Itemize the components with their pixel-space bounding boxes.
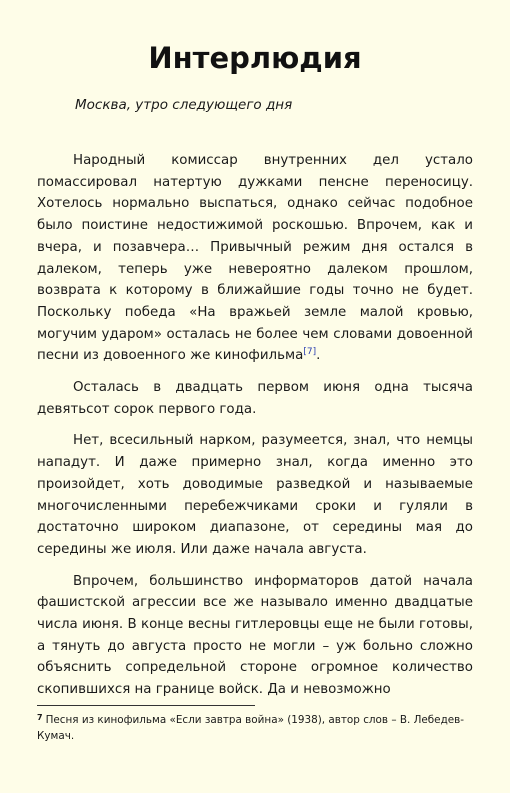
chapter-title: Интерлюдия <box>148 41 362 75</box>
footnote-divider <box>37 705 255 706</box>
chapter-epigraph: Москва, утро следующего дня <box>75 97 293 113</box>
paragraph-tail: . <box>316 348 321 364</box>
footnote-text: Песня из кинофильма «Если завтра война» (1938), автор слов – В. Лебедев-Кумач. <box>37 714 465 742</box>
footnote-reference-link[interactable]: [7] <box>303 347 317 358</box>
paragraph-text: Народный комиссар внутренних дел устало помассировал натертую дужками пенсне переносицу. Хотелось нормально выспаться, однако сейчас подобное было поистине недостижимой роскошью. Впрочем, как и вчера, и позавчера… Привычный режим дня остался в далеком, теперь уже невероятно далеком прошлом, возврата к которому в ближайшие годы точно не будет. Поскольку победа «На вражьей земле малой кровью, могучим ударом» осталась не более чем словами довоенной песни из довоенного же кинофильма <box>37 153 473 364</box>
footnote <box>37 712 473 744</box>
paragraph: Осталась в двадцать первом июня одна тысяча девятьсот сорок первого года. <box>37 380 473 417</box>
footnote-number: 7 <box>37 713 43 722</box>
paragraph: Нет, всесильный нарком, разумеется, знал, что немцы нападут. И даже примерно знал, когда именно это произойдет, хоть доводимые разведкой и называемые многочисленными перебежчиками сроки и гуляли в достаточно широком диапазоне, от середины мая до середины же июля. Или даже начала августа. <box>37 433 473 557</box>
paragraph: Впрочем, большинство информаторов датой начала фашистской агрессии все же называло именно двадцатые числа июня. В конце весны гитлеровцы еще не были готовы, а тянуть до августа просто не могли – уж больно сложно объяснить сопредельной стороне огромное количество скопившихся на границе войск. Да и невозможно <box>37 573 473 698</box>
chapter-body <box>37 150 473 701</box>
paragraph <box>37 150 473 367</box>
